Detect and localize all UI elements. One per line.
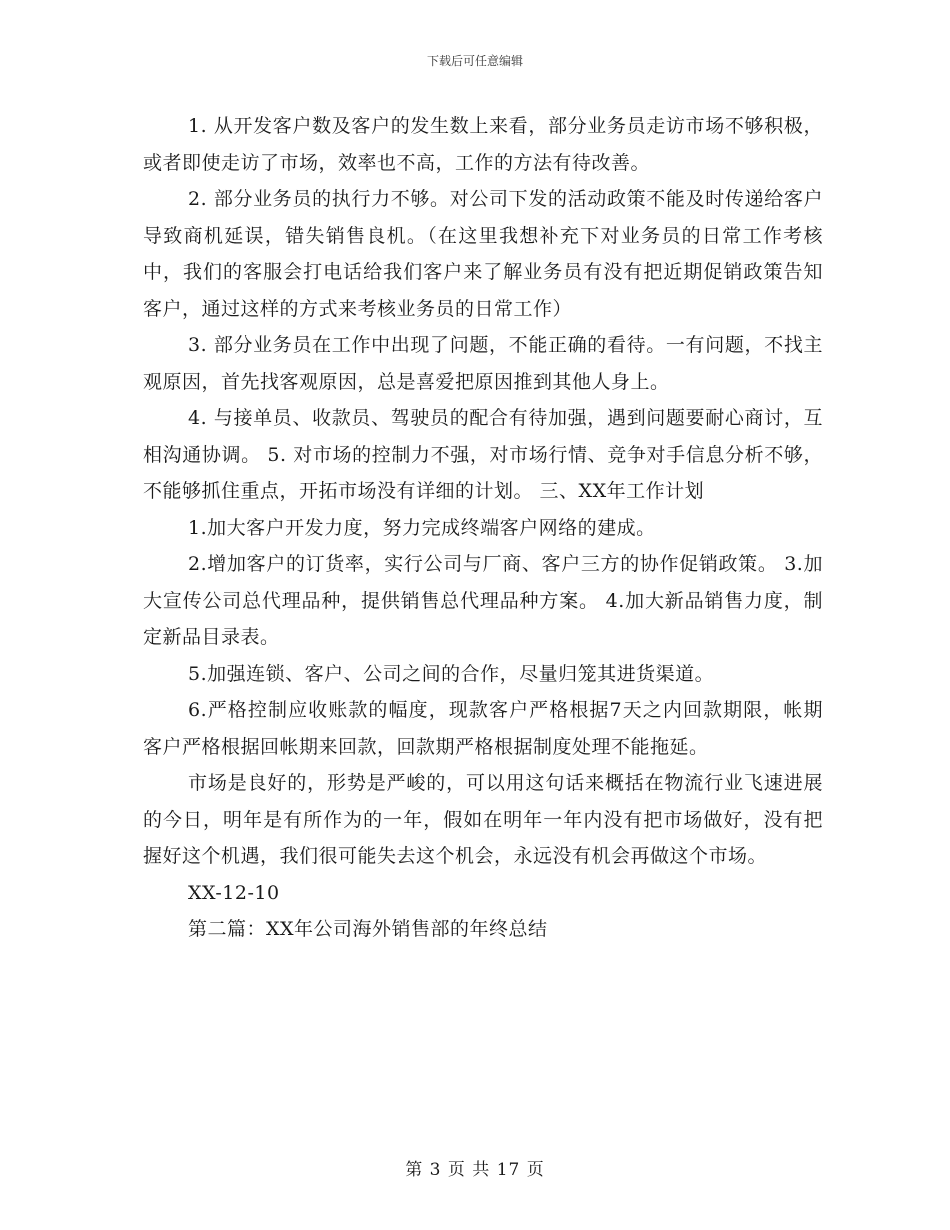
paragraph-7: 5.加强连锁、客户、公司之间的合作，尽量归笼其进货渠道。: [188, 662, 715, 685]
paragraph-5: 1.加大客户开发力度，努力完成终端客户网络的建成。: [188, 516, 656, 539]
page-footer: 第 3 页 共 17 页: [405, 1160, 545, 1180]
section-title: 第二篇：XX年公司海外销售部的年终总结: [188, 918, 548, 940]
paragraph-1: 1. 从开发客户数及客户的发生数上来看，部分业务员走访市场不够积极，或者即使走访了市场，效率也不高，工作的方法有待改善。: [143, 115, 823, 174]
paragraph-4: 4. 与接单员、收款员、驾驶员的配合有待加强，遇到问题要耐心商讨，互相沟通协调。 5. 对市场的控制力不强，对市场行情、竞争对手信息分析不够，不能够抓住重点，开拓市场没有详细的计划。 三、XX年工作计划: [143, 407, 823, 502]
paragraph-9: 市场是良好的，形势是严峻的，可以用这句话来概括在物流行业飞速进展的今日，明年是有所作为的一年，假如在明年一年内没有把市场做好，没有把握好这个机遇，我们很可能失去这个机会，永远没有机会再做这个市场。: [143, 772, 823, 867]
paragraph-6: 2.增加客户的订货率，实行公司与厂商、客户三方的协作促销政策。 3.加大宣传公司总代理品种，提供销售总代理品种方案。 4.加大新品销售力度，制定新品目录表。: [143, 553, 823, 648]
page-header: 下载后可任意编辑: [426, 54, 523, 68]
date-line: XX-12-10: [188, 881, 280, 904]
paragraph-3: 3. 部分业务员在工作中出现了问题，不能正确的看待。一有问题，不找主观原因，首先找客观原因，总是喜爱把原因推到其他人身上。: [143, 334, 823, 393]
document-body: [143, 108, 823, 948]
paragraph-2: 2. 部分业务员的执行力不够。对公司下发的活动政策不能及时传递给客户导致商机延误，错失销售良机。（在这里我想补充下对业务员的日常工作考核中，我们的客服会打电话给我们客户来了解业务员有没有把近期促销政策告知客户，通过这样的方式来考核业务员的日常工作）: [143, 188, 823, 320]
paragraph-8: 6.严格控制应收账款的幅度，现款客户严格根据7天之内回款期限，帐期客户严格根据回帐期来回款，回款期严格根据制度处理不能拖延。: [143, 699, 823, 758]
